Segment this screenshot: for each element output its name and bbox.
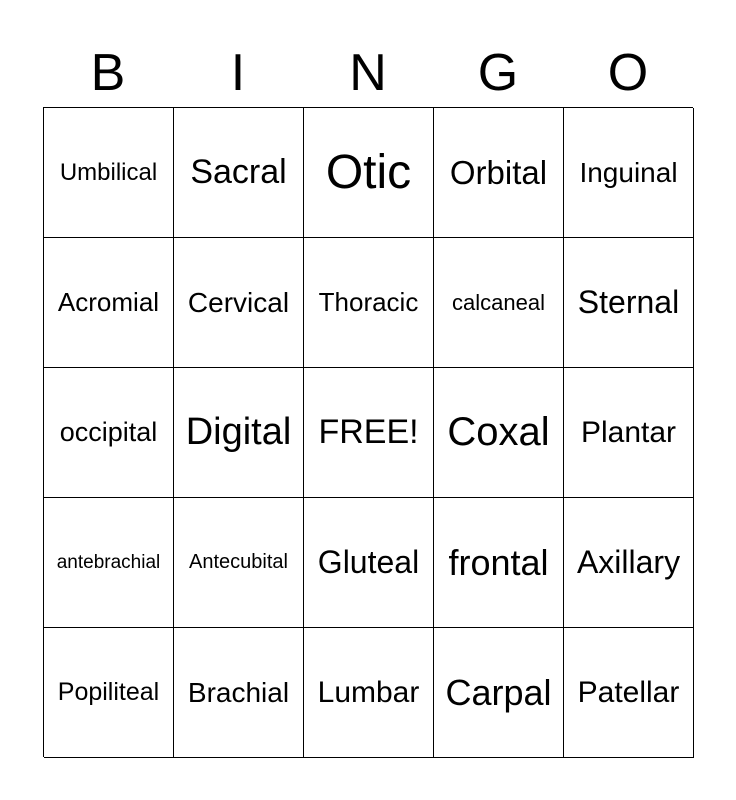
bingo-cell[interactable]: Thoracic: [304, 238, 434, 368]
header-letter-g: G: [477, 44, 519, 102]
bingo-cell[interactable]: Plantar: [564, 368, 694, 498]
bingo-cell[interactable]: Gluteal: [304, 498, 434, 628]
bingo-board: [43, 107, 693, 757]
bingo-cell[interactable]: occipital: [44, 368, 174, 498]
header-letter-b: B: [90, 44, 126, 102]
bingo-cell[interactable]: Axillary: [564, 498, 694, 628]
bingo-cell[interactable]: antebrachial: [44, 498, 174, 628]
bingo-cell[interactable]: Orbital: [434, 108, 564, 238]
bingo-cell[interactable]: Otic: [304, 108, 434, 238]
header-letter-o: O: [607, 44, 649, 102]
bingo-cell[interactable]: Digital: [174, 368, 304, 498]
header-letter-n: N: [349, 44, 387, 102]
bingo-cell[interactable]: Acromial: [44, 238, 174, 368]
bingo-cell[interactable]: calcaneal: [434, 238, 564, 368]
bingo-cell[interactable]: Sacral: [174, 108, 304, 238]
bingo-cell[interactable]: Coxal: [434, 368, 564, 498]
bingo-cell[interactable]: Carpal: [434, 628, 564, 758]
bingo-cell[interactable]: Sternal: [564, 238, 694, 368]
header-letter-i: I: [230, 44, 246, 102]
bingo-cell[interactable]: Inguinal: [564, 108, 694, 238]
bingo-cell[interactable]: Lumbar: [304, 628, 434, 758]
bingo-cell[interactable]: Umbilical: [44, 108, 174, 238]
bingo-cell[interactable]: Cervical: [174, 238, 304, 368]
bingo-cell[interactable]: frontal: [434, 498, 564, 628]
bingo-header: [43, 40, 693, 106]
bingo-cell[interactable]: Antecubital: [174, 498, 304, 628]
free-space-cell[interactable]: FREE!: [304, 368, 434, 498]
bingo-cell[interactable]: Popiliteal: [44, 628, 174, 758]
bingo-cell[interactable]: Patellar: [564, 628, 694, 758]
bingo-cell[interactable]: Brachial: [174, 628, 304, 758]
